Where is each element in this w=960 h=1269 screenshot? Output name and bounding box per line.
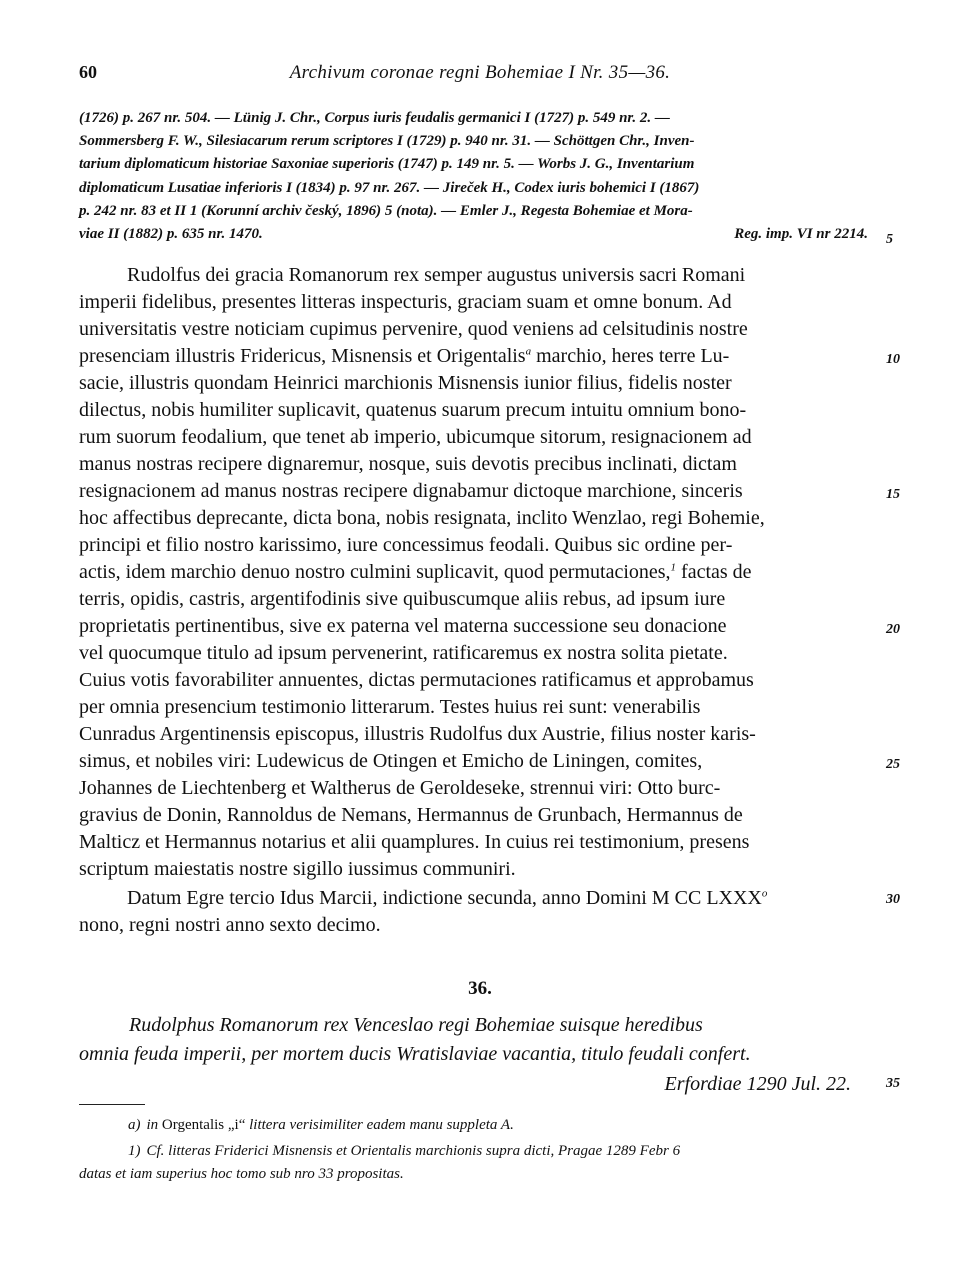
footnote-1 xyxy=(128,1143,680,1160)
body-line: resignacionem ad manus nostras recipere dignabamur dictoque marchione, sinceris xyxy=(79,480,743,502)
running-head: Archivum coronae regni Bohemiae I Nr. 35—36. xyxy=(289,62,671,83)
margin-line-number: 35 xyxy=(886,1076,900,1091)
body-line: Malticz et Hermannus notarius et alii quamplures. In cuius rei testimonium, presens xyxy=(79,831,750,853)
regesta-imperii-ref: Reg. imp. VI nr 2214. xyxy=(734,226,868,242)
footnote-mark-a: a xyxy=(525,345,532,358)
footnote-a xyxy=(128,1117,514,1134)
body-line: per omnia presencium testimonio litterarum. Testes huius rei sunt: venerabilis xyxy=(79,696,701,718)
section-date: Erfordiae 1290 Jul. 22. xyxy=(664,1073,851,1095)
source-line: p. 242 nr. 83 et II 1 (Korunní archiv český, 1896) 5 (nota). — Emler J., Regesta Bohemiae et Mora- xyxy=(79,203,693,219)
body-line: Cunradus Argentinensis episcopus, illustris Rudolfus dux Austrie, filius noster karis- xyxy=(79,723,756,745)
footnote-text: Orgentalis xyxy=(161,1117,225,1133)
footnote-divider xyxy=(79,1104,145,1105)
margin-line-number: 10 xyxy=(886,352,900,367)
footnote-label: 1) xyxy=(128,1143,141,1159)
footnote-label: a) xyxy=(128,1117,141,1133)
body-line: scriptum maiestatis nostre sigillo iussimus communiri. xyxy=(79,858,516,880)
margin-line-number: 30 xyxy=(886,892,900,907)
body-line: terris, opidis, castris, argentifodinis sive quibuscumque aliis rebus, ad ipsum iure xyxy=(79,588,726,610)
margin-line-number: 5 xyxy=(886,232,893,247)
footnote-text: littera verisimiliter eadem manu suppleta A. xyxy=(249,1117,514,1133)
body-line: rum suorum feodalium, que tenet ab imperio, ubicumque sitorum, resignacionem ad xyxy=(79,426,752,448)
body-line: Cuius votis favorabiliter annuentes, dictas permutaciones ratificamus et approbamus xyxy=(79,669,754,691)
body-line: sacie, illustris quondam Heinrici marchionis Misnensis iunior filius, fidelis noster xyxy=(79,372,732,394)
footnote-text: „i“ xyxy=(227,1117,246,1133)
source-line: viae II (1882) p. 635 nr. 1470. xyxy=(79,226,263,242)
source-line: tarium diplomaticum historiae Saxoniae superioris (1747) p. 149 nr. 5. — Worbs J. G., Inventarium xyxy=(79,156,695,172)
footnote-text: in xyxy=(146,1117,159,1133)
summary-line: Rudolphus Romanorum rex Venceslao regi Bohemiae suisque heredibus xyxy=(129,1014,703,1036)
body-line: hoc affectibus deprecante, dicta bona, nobis resignata, inclito Wenzlao, regi Bohemie, xyxy=(79,507,765,529)
page-number: 60 xyxy=(79,62,97,82)
margin-line-number: 20 xyxy=(886,622,900,637)
body-line: dilectus, nobis humiliter suplicavit, quatenus suarum precum intuitu omnium bono- xyxy=(79,399,747,421)
body-text: actis, idem marchio denuo nostro culmini suplicavit, quod permutaciones, xyxy=(79,561,671,583)
datum-line xyxy=(127,887,767,910)
body-line: manus nostras recipere dignaremur, nosque, suis devotis precibus inclinati, dictam xyxy=(79,453,737,475)
margin-line-number: 25 xyxy=(886,757,900,772)
section-number: 36. xyxy=(468,978,492,999)
footnote-mark-1: 1 xyxy=(670,561,677,574)
body-line: gravius de Donin, Rannoldus de Nemans, Hermannus de Grunbach, Hermannus de xyxy=(79,804,743,826)
source-line: Sommersberg F. W., Silesiacarum rerum scriptores I (1729) p. 940 nr. 31. — Schöttgen Chr., Inven- xyxy=(79,133,695,149)
body-line: proprietatis pertinentibus, sive ex paterna vel materna successione seu donacione xyxy=(79,615,727,637)
body-text: factas de xyxy=(676,561,752,583)
footnote-text: Cf. litteras Friderici Misnensis et Orientalis marchionis supra dicti, Pragae 1289 Febr 6 xyxy=(146,1143,681,1159)
margin-line-number: 15 xyxy=(886,487,900,502)
datum-line: nono, regni nostri anno sexto decimo. xyxy=(79,914,381,936)
body-line: simus, et nobiles viri: Ludewicus de Otingen et Emicho de Liningen, comites, xyxy=(79,750,703,772)
body-line: Rudolfus dei gracia Romanorum rex semper augustus universis sacri Romani xyxy=(127,264,746,286)
body-line: Johannes de Liechtenberg et Waltherus de Geroldeseke, strennui viri: Otto burc- xyxy=(79,777,721,799)
datum-text: Datum Egre tercio Idus Marcii, indictione secunda, anno Domini M CC LXXX xyxy=(127,887,762,909)
footnote-1-cont: datas et iam superius hoc tomo sub nro 33 propositas. xyxy=(79,1166,404,1182)
body-line: vel quocumque titulo ad ipsum pervenerint, ratificaremus ex nostra solita pietate. xyxy=(79,642,728,664)
body-line xyxy=(79,345,729,368)
body-line: imperii fidelibus, presentes litteras inspecturis, graciam suam et omne bonum. Ad xyxy=(79,291,732,313)
body-line: universitatis vestre noticiam cupimus pervenire, quod veniens ad celsitudinis nostre xyxy=(79,318,748,340)
body-text: presenciam illustris Fridericus, Misnensis et Origentalis xyxy=(79,345,526,367)
body-text: marchio, heres terre Lu- xyxy=(531,345,730,367)
source-line: (1726) p. 267 nr. 504. — Lünig J. Chr., Corpus iuris feudalis germanici I (1727) p. 549 nr. 2. — xyxy=(79,110,670,126)
source-line: diplomaticum Lusatiae inferioris I (1834) p. 97 nr. 267. — Jireček H., Codex iuris bohemici I (1867) xyxy=(79,180,700,196)
body-line: principi et filio nostro karissimo, iure concessimus feodali. Quibus sic ordine per- xyxy=(79,534,733,556)
body-line xyxy=(79,561,752,584)
degree-mark: o xyxy=(761,887,768,900)
summary-line: omnia feuda imperii, per mortem ducis Wratislaviae vacantia, titulo feudali confert. xyxy=(79,1043,751,1065)
